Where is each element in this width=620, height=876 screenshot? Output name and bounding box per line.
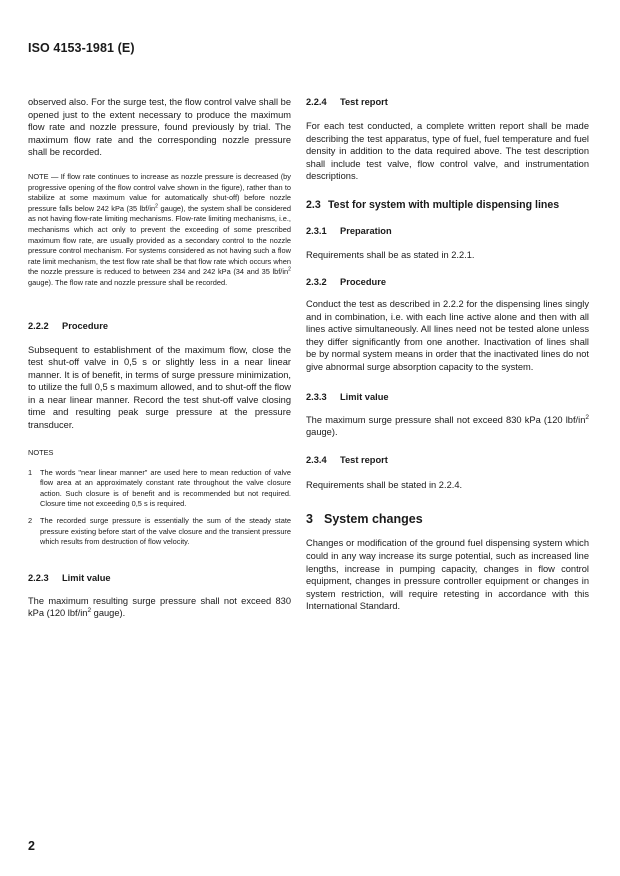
- multi-line-procedure-paragraph: Conduct the test as described in 2.2.2 for the dispensing lines singly and in combination, i.e. with each line active alone and then with all lines active simultaneously. All lines need not be tested alone unless they differ significantly from one another. Inactivation of lines shall be by normal system means in order that the inactivated lines do not give abnormal surge absorption capacity to the system.: [306, 299, 589, 373]
- right-column: [306, 96, 589, 613]
- preparation-paragraph: Requirements shall be as stated in 2.2.1.: [306, 250, 475, 261]
- multi-line-limit-paragraph: The maximum surge pressure shall not exceed 830 kPa (120 lbf/$in^2$ gauge).: [306, 413, 589, 438]
- section-heading-2-3-3: 2.3.3 Limit value: [306, 391, 389, 402]
- system-changes-paragraph: Changes or modification of the ground fuel dispensing system which could in any way increase its surge potential, such as increased line lengths, increase in pumping capacity, changes in flow control equipment, changes in pressure controller equipment or changes in system restriction, will require retesting in accordance with this International Standard.: [306, 538, 589, 612]
- multi-line-report-paragraph: Requirements shall be stated in 2.2.4.: [306, 479, 463, 490]
- flow-rate-note: NOTE — If flow rate continues to increase as nozzle pressure is decreased (by progressive opening of the flow control valve shown in the figure), rather than to stabilize at some maximum value for automatically shut-off) before nozzle pressure falls below 242 kPa (35 lbf/$in^2$ gauge), the system shall be considered as not having flow-rate limiting mechanisms. Flow-rate limiting mechanisms, i.e., mechanisms which act only to prevent the exceeding of some prescribed maximum flow rate, are usually provided as a secondary control to the nozzle pressure control mechanism. For systems considered as not having such a flow rate limit mechanism, the test flow rate shall be that flow rate which occurs when the nozzle pressure is reduced to between 234 and 242 kPa (34 and 35 lbf/$in^2$ gauge). The flow rate and nozzle pressure shall be recorded.: [28, 171, 291, 287]
- section-heading-2-2-4: 2.2.4 Test report: [306, 97, 388, 107]
- notes-title: NOTES: [28, 447, 54, 457]
- section-heading-2-3: 2.3 Test for system with multiple dispensing lines: [306, 198, 560, 211]
- test-report-paragraph: For each test conducted, a complete written report shall be made describing the test apparatus, type of fuel, fuel temperature and fuel density in addition to the data required above. The test description shall include test valve, flow control valve, and instrumentation descriptions.: [306, 121, 589, 182]
- note-item: 2 The recorded surge pressure is essentially the sum of the steady state pressure existing before start of the valve closure and the transient pressure which results from destruction of flow velocity.: [28, 516, 291, 547]
- limit-value-paragraph: The maximum resulting surge pressure shall not exceed 830 kPa (120 lbf/$in^2$ gauge).: [28, 595, 291, 619]
- section-heading-3: 3 System changes: [306, 512, 423, 527]
- intro-paragraph: observed also. For the surge test, the flow control valve shall be opened just to the extent necessary to produce the maximum flow rate and nozzle pressure, found previously by trial. The maximum flow rate and the corresponding nozzle pressure shall be recorded.: [28, 97, 291, 158]
- section-heading-2-3-1: 2.3.1 Preparation: [306, 226, 392, 237]
- left-column: [28, 96, 291, 620]
- page-number: 2: [28, 839, 35, 853]
- note-item: 1 The words "near linear manner" are used here to mean reduction of valve flow area at an approximately constant rate throughout the valve closure action. Such closure is of benefit and is recommended but not required. Closure time not exceeding 0,5 s is required.: [28, 467, 291, 509]
- section-heading-2-2-2: 2.2.2 Procedure: [28, 320, 108, 331]
- section-heading-2-2-3: 2.2.3 Limit value: [28, 572, 111, 583]
- document-header: ISO 4153-1981 (E): [28, 41, 135, 55]
- section-heading-2-3-4: 2.3.4 Test report: [306, 454, 388, 465]
- section-heading-2-3-2: 2.3.2 Procedure: [306, 277, 386, 288]
- procedure-paragraph: Subsequent to establishment of the maximum flow, close the test shut-off valve in 0,5 s or slightly less in a near linear manner. It is of benefit, in terms of surge pressure minimization, to utilize the full 0,5 s maximum allowed, and to shut-off the flow in a near linear manner. Record the test shut-off valve closing time and resulting peak surge pressure at the pressure transducer.: [28, 344, 291, 431]
